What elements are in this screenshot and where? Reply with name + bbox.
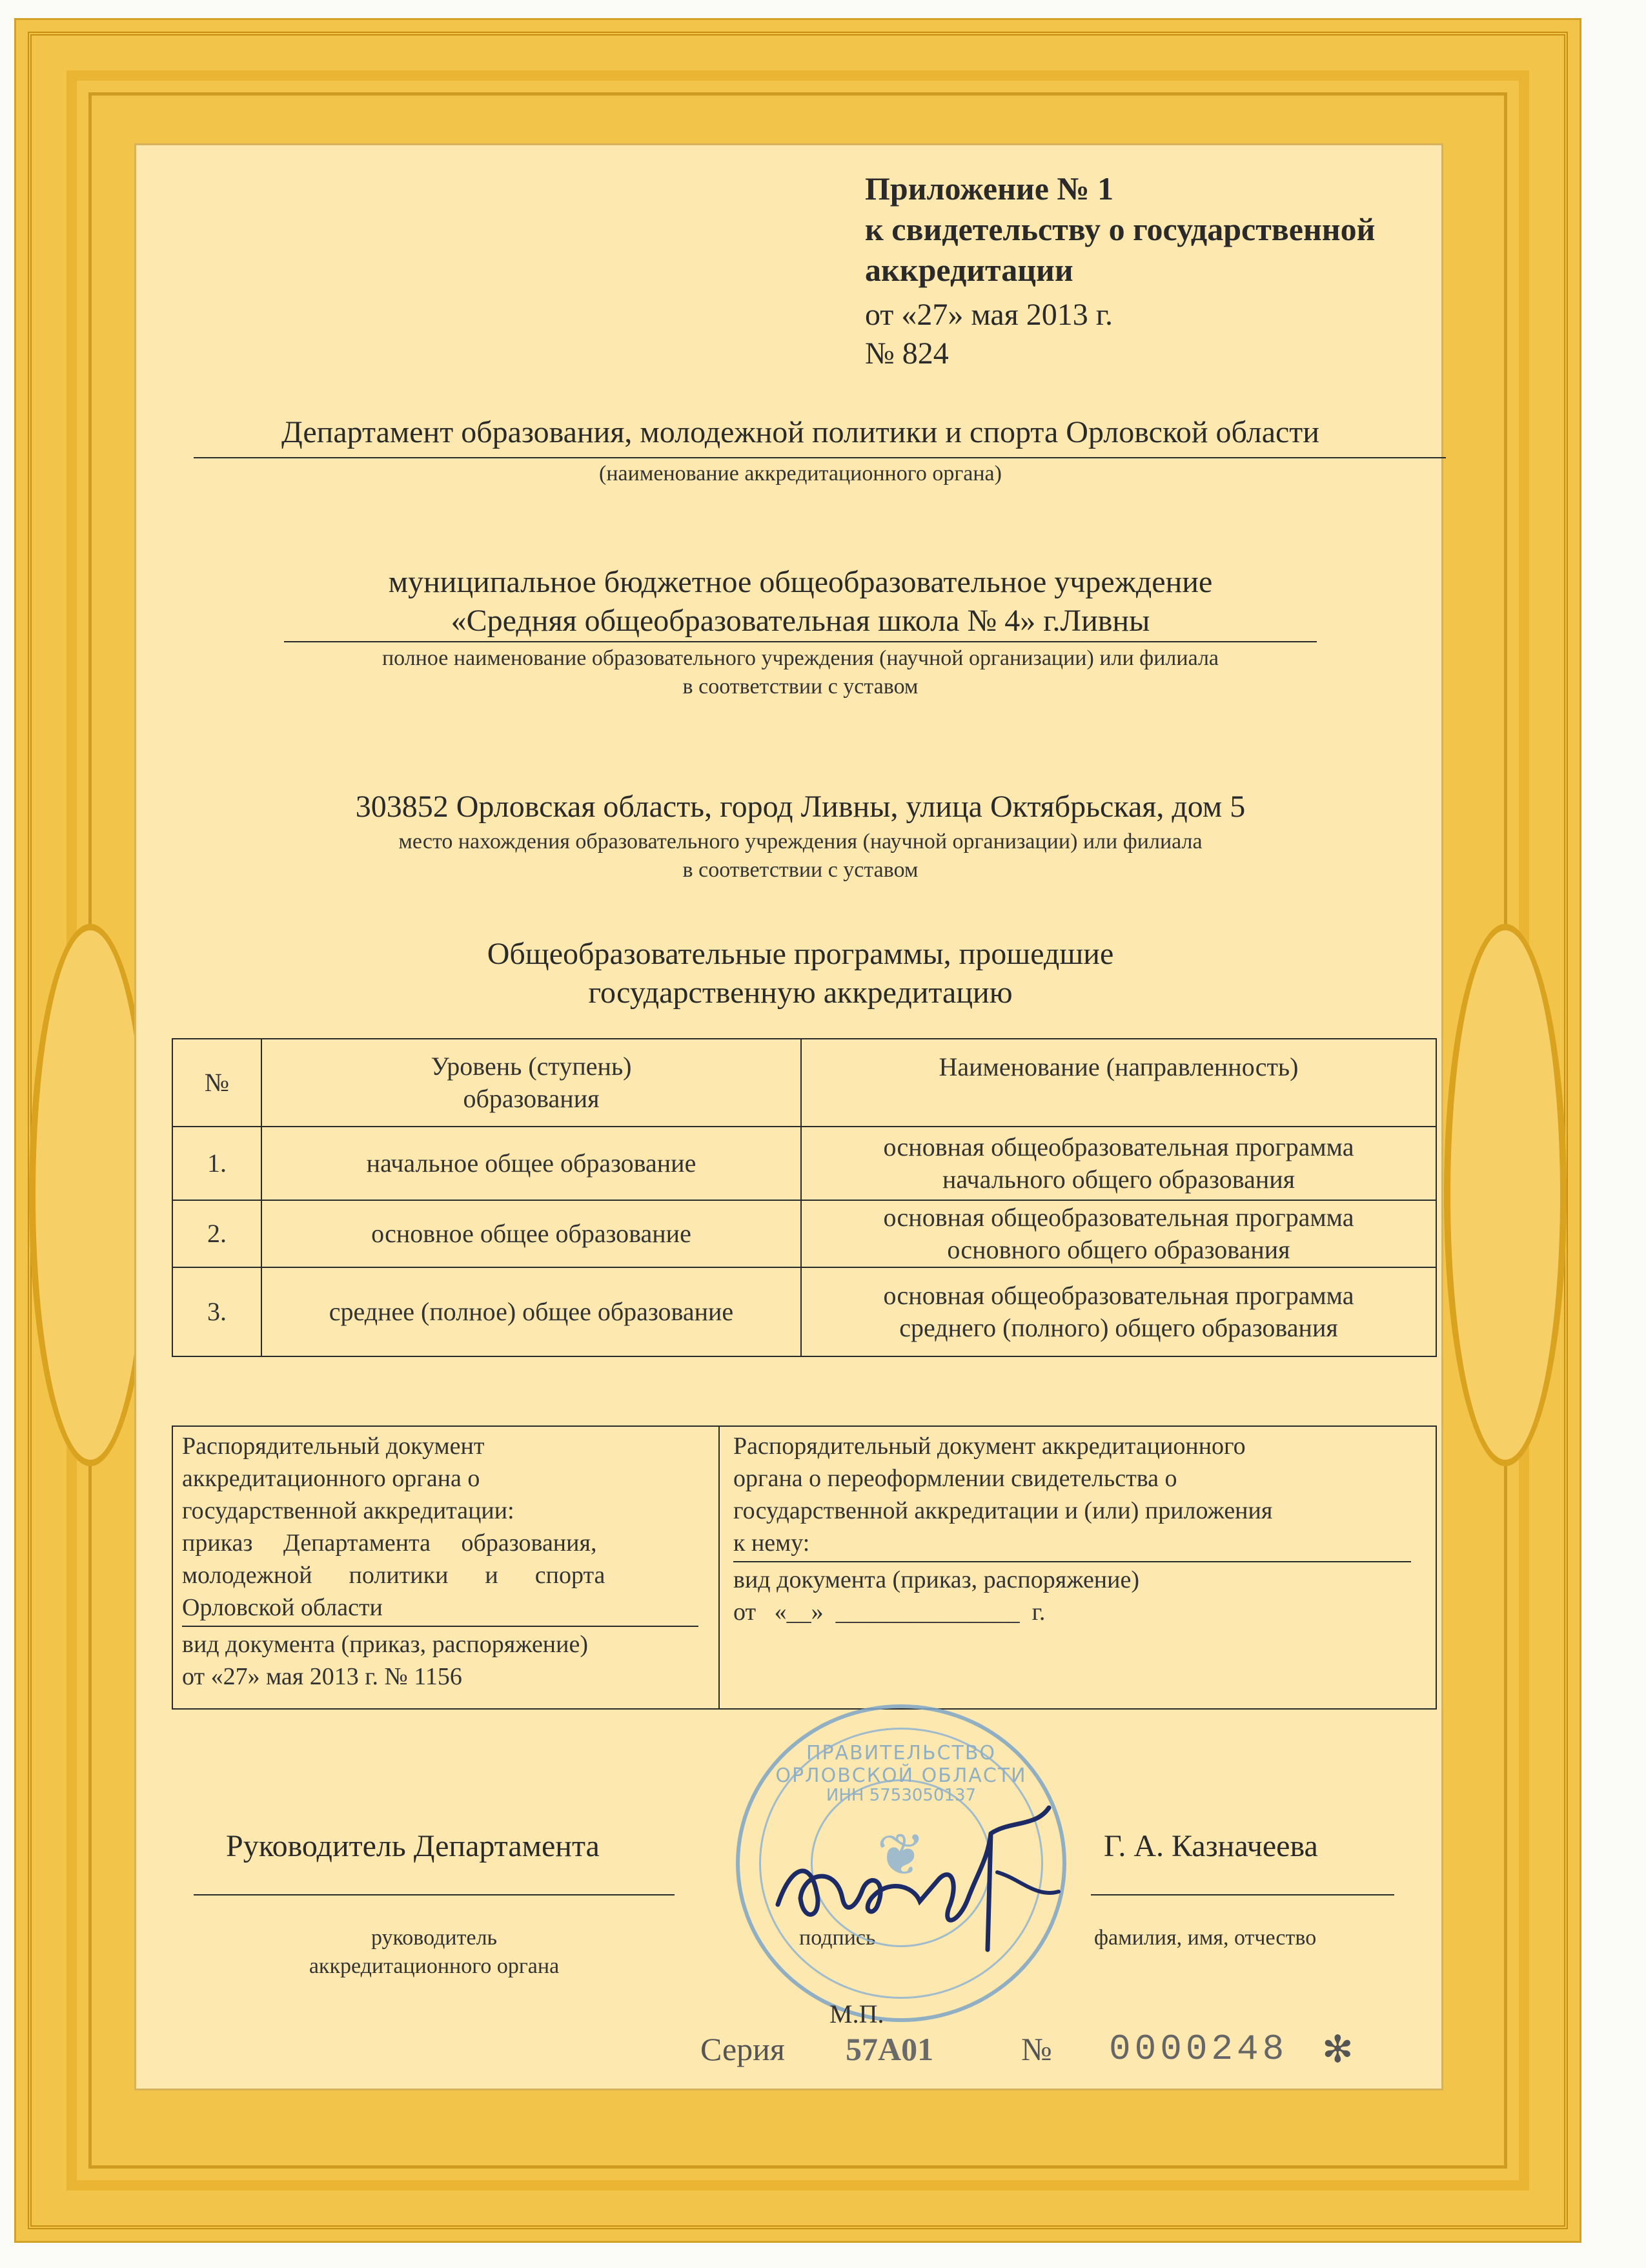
order-left-rule — [182, 1626, 698, 1627]
table-header-row — [172, 1039, 1436, 1127]
annex-subtitle: к свидетельству о государственной — [865, 211, 1376, 247]
address-value: 303852 Орловская область, город Ливны, улица Октябрьская, дом 5 — [355, 790, 1246, 824]
row-program — [801, 1267, 1436, 1356]
row-level: начальное общее образование — [261, 1127, 801, 1200]
header-num: № — [172, 1039, 261, 1127]
header-level-line2: образования — [463, 1084, 600, 1113]
name-rule — [1091, 1894, 1394, 1895]
row-num: 3. — [172, 1267, 261, 1356]
order-left-l1: Распорядительный документ — [182, 1433, 485, 1460]
header-level-line1: Уровень (ступень) — [431, 1052, 632, 1081]
institution-caption-1: полное наименование образовательного учреждения (научной организации) или филиала — [381, 646, 1219, 670]
order-right-l3: государственной аккредитации и (или) приложения — [733, 1497, 1273, 1524]
institution-name-line1: муниципальное бюджетное общеобразовательное учреждение — [388, 565, 1213, 599]
order-right-l4: к нему: — [733, 1529, 810, 1557]
order-right-l5: вид документа (приказ, распоряжение) — [733, 1566, 1140, 1593]
row-program-line2: среднего (полного) общего образования — [899, 1313, 1338, 1342]
table-row — [172, 1267, 1436, 1356]
caption-fullname: фамилия, имя, отчество — [1094, 1926, 1317, 1950]
row-program — [801, 1127, 1436, 1200]
address-caption-1: место нахождения образовательного учреждения (научной организации) или филиала — [398, 830, 1203, 853]
annex-date: от «27» мая 2013 г. — [865, 298, 1113, 332]
row-program — [801, 1200, 1436, 1267]
serial-mark-icon: ✻ — [1322, 2028, 1354, 2070]
caption-position-1: руководитель — [371, 1926, 498, 1950]
order-left-l3: государственной аккредитации: — [182, 1497, 514, 1524]
programs-heading-1: Общеобразовательные программы, прошедшие — [487, 937, 1114, 971]
order-right-l6: от «__» _______________ г. — [733, 1599, 1046, 1626]
header-name — [801, 1039, 1436, 1127]
order-left-l6: Орловской области — [182, 1594, 383, 1621]
handwritten-signature — [765, 1795, 1068, 1963]
caption-signature: подпись — [799, 1926, 876, 1950]
table-row — [172, 1127, 1436, 1200]
row-program-line1: основная общеобразовательная программа — [883, 1203, 1354, 1232]
eagle-emblem-icon: ❦ — [877, 1824, 926, 1888]
seal-inn-text: ИНН 5753050137 — [826, 1786, 977, 1805]
authority-name: Департамент образования, молодежной политики и спорта Орловской области — [281, 415, 1319, 449]
orders-divider — [718, 1425, 720, 1710]
number-label: № — [1021, 2031, 1052, 2067]
row-level: среднее (полное) общее образование — [261, 1267, 801, 1356]
right-ornament — [1444, 924, 1567, 1466]
order-left-l7: вид документа (приказ, распоряжение) — [182, 1631, 589, 1658]
signatory-name: Г. А. Казначеева — [1104, 1829, 1318, 1863]
row-program-line1: основная общеобразовательная программа — [883, 1281, 1354, 1310]
table-row — [172, 1200, 1436, 1267]
annex-title: Приложение № 1 — [865, 170, 1114, 207]
order-right-l2: органа о переоформлении свидетельства о — [733, 1465, 1177, 1492]
order-right-l1: Распорядительный документ аккредитационного — [733, 1433, 1246, 1460]
programs-table — [172, 1038, 1437, 1357]
row-program-line2: начального общего образования — [942, 1165, 1295, 1194]
institution-caption-2: в соответствии с уставом — [682, 675, 919, 699]
annex-subtitle-2: аккредитации — [865, 252, 1073, 288]
series-label: Серия — [700, 2031, 785, 2067]
position-rule — [194, 1894, 675, 1895]
institution-name-line2: «Средняя общеобразовательная школа № 4» г.Ливны — [451, 604, 1150, 638]
caption-position-2: аккредитационного органа — [309, 1954, 560, 1978]
left-ornament — [29, 924, 152, 1466]
header-level — [261, 1039, 801, 1127]
header-name-label: Наименование (направленность) — [939, 1052, 1299, 1081]
series-value: 57А01 — [846, 2031, 934, 2067]
row-program-line1: основная общеобразовательная программа — [883, 1132, 1354, 1161]
signatory-position: Руководитель Департамента — [226, 1829, 600, 1863]
annex-number: № 824 — [865, 336, 949, 371]
seal-ring-text: ПРАВИТЕЛЬСТВО ОРЛОВСКОЙ ОБЛАСТИ — [775, 1742, 1027, 1787]
authority-rule — [194, 457, 1446, 458]
serial-number: 0000248 — [1109, 2028, 1288, 2070]
row-program-line2: основного общего образования — [947, 1235, 1290, 1264]
institution-rule — [284, 641, 1317, 642]
order-left-l5: молодежной политики и спорта — [182, 1562, 605, 1589]
order-left-l4: приказ Департамента образования, — [182, 1529, 597, 1557]
row-num: 1. — [172, 1127, 261, 1200]
authority-caption: (наименование аккредитационного органа) — [599, 462, 1002, 485]
programs-heading-2: государственную аккредитацию — [588, 976, 1013, 1010]
order-left-l2: аккредитационного органа о — [182, 1465, 480, 1492]
order-right-rule — [733, 1561, 1411, 1562]
row-level: основное общее образование — [261, 1200, 801, 1267]
order-left-l8: от «27» мая 2013 г. № 1156 — [182, 1663, 462, 1690]
seal-place-label: М.П. — [829, 1999, 884, 2028]
row-num: 2. — [172, 1200, 261, 1267]
address-caption-2: в соответствии с уставом — [682, 858, 919, 882]
